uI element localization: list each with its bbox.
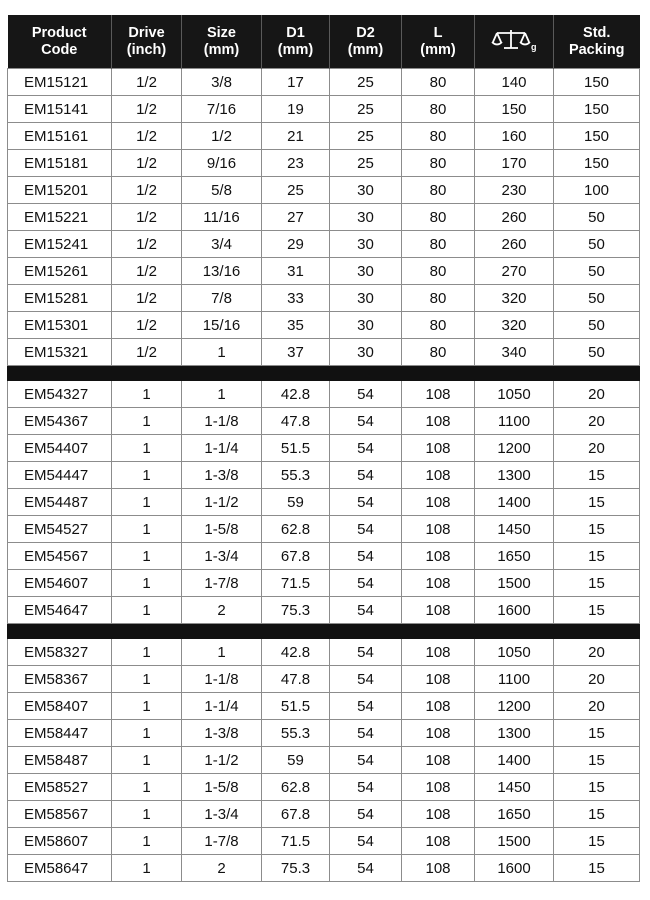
cell-size: 1-3/4 <box>182 801 262 828</box>
column-header-weight <box>475 15 554 69</box>
column-header-d2 <box>330 15 402 69</box>
cell-d2: 30 <box>330 258 402 285</box>
cell-l: 108 <box>402 435 475 462</box>
table-row <box>8 408 640 435</box>
column-header-d2-line: (mm) <box>347 41 384 58</box>
column-header-packing-line: Packing <box>568 41 625 58</box>
table-row <box>8 543 640 570</box>
cell-packing: 15 <box>554 489 640 516</box>
table-row <box>8 516 640 543</box>
cell-d2: 30 <box>330 231 402 258</box>
cell-l: 108 <box>402 570 475 597</box>
cell-d2: 54 <box>330 720 402 747</box>
cell-d2: 54 <box>330 801 402 828</box>
cell-code: EM58367 <box>8 666 112 693</box>
table-row <box>8 774 640 801</box>
table-row <box>8 597 640 624</box>
table-row <box>8 693 640 720</box>
cell-code: EM15181 <box>8 150 112 177</box>
cell-drive: 1 <box>112 516 182 543</box>
table-row <box>8 666 640 693</box>
separator-bar <box>8 366 640 381</box>
cell-drive: 1/2 <box>112 177 182 204</box>
cell-packing: 15 <box>554 597 640 624</box>
cell-d2: 54 <box>330 774 402 801</box>
cell-size: 1 <box>182 381 262 408</box>
cell-l: 108 <box>402 462 475 489</box>
cell-drive: 1 <box>112 489 182 516</box>
cell-d2: 30 <box>330 285 402 312</box>
cell-d2: 54 <box>330 639 402 666</box>
table-row <box>8 231 640 258</box>
cell-code: EM15261 <box>8 258 112 285</box>
column-header-l <box>402 15 475 69</box>
cell-d1: 29 <box>262 231 330 258</box>
table-header <box>8 15 640 69</box>
cell-d1: 42.8 <box>262 639 330 666</box>
table-body <box>8 69 640 882</box>
cell-code: EM15281 <box>8 285 112 312</box>
cell-code: EM54607 <box>8 570 112 597</box>
cell-size: 1 <box>182 339 262 366</box>
column-header-size-line: Size <box>206 24 236 41</box>
cell-d2: 54 <box>330 855 402 882</box>
cell-packing: 15 <box>554 462 640 489</box>
column-header-code-line: Product <box>31 24 87 41</box>
cell-d1: 62.8 <box>262 774 330 801</box>
cell-l: 80 <box>402 339 475 366</box>
cell-code: EM58407 <box>8 693 112 720</box>
cell-d2: 54 <box>330 435 402 462</box>
cell-weight: 320 <box>475 285 554 312</box>
column-header-size-line: (mm) <box>203 41 240 58</box>
cell-code: EM54567 <box>8 543 112 570</box>
cell-packing: 15 <box>554 720 640 747</box>
cell-code: EM58527 <box>8 774 112 801</box>
cell-l: 80 <box>402 312 475 339</box>
cell-d2: 30 <box>330 177 402 204</box>
cell-code: EM58447 <box>8 720 112 747</box>
cell-code: EM15121 <box>8 69 112 96</box>
cell-l: 80 <box>402 69 475 96</box>
cell-drive: 1/2 <box>112 312 182 339</box>
cell-code: EM58647 <box>8 855 112 882</box>
cell-code: EM15201 <box>8 177 112 204</box>
cell-d1: 19 <box>262 96 330 123</box>
column-header-d1-line: (mm) <box>277 41 314 58</box>
cell-d2: 54 <box>330 543 402 570</box>
cell-size: 5/8 <box>182 177 262 204</box>
column-header-drive-line: (inch) <box>126 41 167 58</box>
cell-code: EM58567 <box>8 801 112 828</box>
cell-l: 108 <box>402 666 475 693</box>
cell-d2: 54 <box>330 747 402 774</box>
table-row <box>8 339 640 366</box>
cell-code: EM54447 <box>8 462 112 489</box>
cell-code: EM58607 <box>8 828 112 855</box>
table-row <box>8 150 640 177</box>
cell-drive: 1 <box>112 543 182 570</box>
cell-packing: 20 <box>554 408 640 435</box>
cell-packing: 20 <box>554 435 640 462</box>
cell-code: EM54487 <box>8 489 112 516</box>
cell-l: 108 <box>402 774 475 801</box>
cell-d2: 54 <box>330 408 402 435</box>
cell-code: EM15321 <box>8 339 112 366</box>
cell-packing: 50 <box>554 339 640 366</box>
cell-d1: 17 <box>262 69 330 96</box>
cell-packing: 20 <box>554 666 640 693</box>
cell-code: EM15241 <box>8 231 112 258</box>
cell-size: 1-1/2 <box>182 747 262 774</box>
cell-d2: 54 <box>330 570 402 597</box>
cell-d1: 55.3 <box>262 720 330 747</box>
cell-drive: 1/2 <box>112 69 182 96</box>
cell-d1: 51.5 <box>262 435 330 462</box>
cell-weight: 1050 <box>475 381 554 408</box>
table-row <box>8 96 640 123</box>
cell-code: EM54327 <box>8 381 112 408</box>
cell-d2: 25 <box>330 123 402 150</box>
cell-d2: 30 <box>330 312 402 339</box>
cell-packing: 15 <box>554 747 640 774</box>
column-header-packing <box>554 15 640 69</box>
cell-drive: 1 <box>112 639 182 666</box>
scale-icon <box>491 26 537 57</box>
table-row <box>8 381 640 408</box>
table-row <box>8 639 640 666</box>
table-row <box>8 312 640 339</box>
cell-weight: 1600 <box>475 597 554 624</box>
cell-drive: 1 <box>112 570 182 597</box>
column-header-packing-line: Std. <box>583 24 611 41</box>
cell-weight: 260 <box>475 204 554 231</box>
cell-drive: 1/2 <box>112 258 182 285</box>
cell-l: 108 <box>402 693 475 720</box>
cell-drive: 1 <box>112 435 182 462</box>
cell-weight: 1650 <box>475 543 554 570</box>
cell-d1: 25 <box>262 177 330 204</box>
table-row <box>8 204 640 231</box>
cell-l: 80 <box>402 258 475 285</box>
column-header-size <box>182 15 262 69</box>
cell-d1: 67.8 <box>262 801 330 828</box>
cell-d1: 75.3 <box>262 855 330 882</box>
cell-size: 1-1/2 <box>182 489 262 516</box>
cell-l: 108 <box>402 408 475 435</box>
cell-d1: 55.3 <box>262 462 330 489</box>
table-row <box>8 801 640 828</box>
cell-size: 1-7/8 <box>182 828 262 855</box>
cell-weight: 150 <box>475 96 554 123</box>
cell-code: EM58327 <box>8 639 112 666</box>
cell-weight: 140 <box>475 69 554 96</box>
cell-packing: 150 <box>554 123 640 150</box>
cell-l: 80 <box>402 285 475 312</box>
cell-drive: 1 <box>112 855 182 882</box>
cell-d1: 47.8 <box>262 666 330 693</box>
column-header-d2-line: D2 <box>356 24 375 41</box>
cell-packing: 15 <box>554 543 640 570</box>
cell-size: 1/2 <box>182 123 262 150</box>
cell-d2: 54 <box>330 489 402 516</box>
group-separator <box>8 366 640 381</box>
cell-l: 80 <box>402 177 475 204</box>
cell-d1: 51.5 <box>262 693 330 720</box>
cell-drive: 1 <box>112 666 182 693</box>
cell-drive: 1/2 <box>112 231 182 258</box>
column-header-code <box>8 15 112 69</box>
cell-drive: 1 <box>112 408 182 435</box>
cell-packing: 150 <box>554 69 640 96</box>
cell-d1: 71.5 <box>262 828 330 855</box>
cell-d1: 71.5 <box>262 570 330 597</box>
cell-drive: 1 <box>112 801 182 828</box>
table-row <box>8 828 640 855</box>
cell-weight: 1400 <box>475 489 554 516</box>
column-header-drive <box>112 15 182 69</box>
cell-d2: 30 <box>330 339 402 366</box>
cell-weight: 230 <box>475 177 554 204</box>
cell-l: 108 <box>402 720 475 747</box>
cell-drive: 1/2 <box>112 339 182 366</box>
column-header-l-line: (mm) <box>420 41 456 58</box>
cell-l: 108 <box>402 516 475 543</box>
cell-size: 2 <box>182 597 262 624</box>
cell-size: 1-1/8 <box>182 666 262 693</box>
cell-packing: 50 <box>554 204 640 231</box>
cell-weight: 1450 <box>475 516 554 543</box>
cell-d1: 42.8 <box>262 381 330 408</box>
cell-d2: 25 <box>330 150 402 177</box>
cell-weight: 1500 <box>475 828 554 855</box>
cell-l: 108 <box>402 828 475 855</box>
table-row <box>8 570 640 597</box>
cell-packing: 15 <box>554 570 640 597</box>
cell-packing: 20 <box>554 639 640 666</box>
table-row <box>8 747 640 774</box>
cell-d1: 75.3 <box>262 597 330 624</box>
cell-l: 80 <box>402 231 475 258</box>
cell-weight: 1200 <box>475 693 554 720</box>
cell-size: 1-1/4 <box>182 693 262 720</box>
cell-size: 13/16 <box>182 258 262 285</box>
cell-d1: 27 <box>262 204 330 231</box>
group-separator <box>8 624 640 639</box>
cell-code: EM15161 <box>8 123 112 150</box>
cell-size: 9/16 <box>182 150 262 177</box>
cell-d1: 31 <box>262 258 330 285</box>
cell-l: 80 <box>402 96 475 123</box>
cell-drive: 1 <box>112 462 182 489</box>
table-row <box>8 258 640 285</box>
separator-bar <box>8 624 640 639</box>
cell-d2: 54 <box>330 516 402 543</box>
table-row <box>8 69 640 96</box>
cell-d1: 35 <box>262 312 330 339</box>
cell-drive: 1/2 <box>112 123 182 150</box>
cell-d2: 54 <box>330 666 402 693</box>
cell-drive: 1/2 <box>112 285 182 312</box>
table-row <box>8 462 640 489</box>
cell-size: 3/4 <box>182 231 262 258</box>
cell-l: 108 <box>402 489 475 516</box>
cell-packing: 15 <box>554 855 640 882</box>
cell-size: 1-5/8 <box>182 516 262 543</box>
cell-weight: 340 <box>475 339 554 366</box>
column-header-d1-line: D1 <box>286 24 305 41</box>
cell-d1: 33 <box>262 285 330 312</box>
cell-code: EM54407 <box>8 435 112 462</box>
cell-drive: 1 <box>112 693 182 720</box>
cell-l: 108 <box>402 855 475 882</box>
cell-drive: 1 <box>112 381 182 408</box>
header-row <box>8 15 640 69</box>
cell-packing: 20 <box>554 381 640 408</box>
cell-size: 15/16 <box>182 312 262 339</box>
cell-d1: 67.8 <box>262 543 330 570</box>
cell-size: 7/16 <box>182 96 262 123</box>
cell-packing: 50 <box>554 258 640 285</box>
cell-weight: 1400 <box>475 747 554 774</box>
cell-l: 80 <box>402 150 475 177</box>
cell-weight: 160 <box>475 123 554 150</box>
cell-d1: 47.8 <box>262 408 330 435</box>
cell-l: 108 <box>402 747 475 774</box>
table-row <box>8 123 640 150</box>
cell-drive: 1 <box>112 828 182 855</box>
cell-d1: 21 <box>262 123 330 150</box>
cell-packing: 15 <box>554 774 640 801</box>
cell-d1: 23 <box>262 150 330 177</box>
cell-code: EM54367 <box>8 408 112 435</box>
cell-size: 1-3/8 <box>182 720 262 747</box>
cell-packing: 15 <box>554 828 640 855</box>
cell-size: 1-5/8 <box>182 774 262 801</box>
cell-weight: 1450 <box>475 774 554 801</box>
cell-d2: 54 <box>330 381 402 408</box>
column-header-l-line: L <box>433 24 443 41</box>
cell-d1: 59 <box>262 489 330 516</box>
cell-size: 1-3/4 <box>182 543 262 570</box>
cell-l: 80 <box>402 123 475 150</box>
cell-size: 1-1/8 <box>182 408 262 435</box>
cell-weight: 320 <box>475 312 554 339</box>
cell-weight: 1600 <box>475 855 554 882</box>
cell-drive: 1 <box>112 774 182 801</box>
cell-drive: 1 <box>112 597 182 624</box>
column-header-d1 <box>262 15 330 69</box>
cell-size: 1-1/4 <box>182 435 262 462</box>
table-row <box>8 489 640 516</box>
cell-size: 7/8 <box>182 285 262 312</box>
cell-code: EM54647 <box>8 597 112 624</box>
cell-l: 108 <box>402 801 475 828</box>
cell-code: EM15141 <box>8 96 112 123</box>
cell-packing: 100 <box>554 177 640 204</box>
table-row <box>8 435 640 462</box>
table-row <box>8 285 640 312</box>
cell-packing: 15 <box>554 801 640 828</box>
cell-size: 1-3/8 <box>182 462 262 489</box>
cell-packing: 50 <box>554 231 640 258</box>
cell-code: EM15221 <box>8 204 112 231</box>
column-header-drive-line: Drive <box>128 24 165 41</box>
cell-packing: 50 <box>554 312 640 339</box>
table-row <box>8 855 640 882</box>
cell-weight: 1300 <box>475 462 554 489</box>
cell-packing: 150 <box>554 96 640 123</box>
cell-d1: 62.8 <box>262 516 330 543</box>
cell-d2: 30 <box>330 204 402 231</box>
cell-code: EM15301 <box>8 312 112 339</box>
cell-drive: 1/2 <box>112 96 182 123</box>
cell-l: 108 <box>402 639 475 666</box>
cell-packing: 20 <box>554 693 640 720</box>
cell-d2: 54 <box>330 693 402 720</box>
cell-d2: 54 <box>330 462 402 489</box>
weight-unit-label: g <box>531 42 537 52</box>
table-row <box>8 177 640 204</box>
cell-l: 80 <box>402 204 475 231</box>
cell-d1: 37 <box>262 339 330 366</box>
cell-l: 108 <box>402 381 475 408</box>
cell-code: EM58487 <box>8 747 112 774</box>
cell-d2: 54 <box>330 828 402 855</box>
cell-weight: 1300 <box>475 720 554 747</box>
table-row <box>8 720 640 747</box>
cell-weight: 1500 <box>475 570 554 597</box>
column-header-code-line: Code <box>41 41 78 58</box>
cell-drive: 1 <box>112 747 182 774</box>
cell-packing: 15 <box>554 516 640 543</box>
cell-weight: 1100 <box>475 408 554 435</box>
cell-drive: 1/2 <box>112 150 182 177</box>
cell-d1: 59 <box>262 747 330 774</box>
cell-l: 108 <box>402 597 475 624</box>
cell-weight: 270 <box>475 258 554 285</box>
cell-l: 108 <box>402 543 475 570</box>
spec-sheet <box>7 15 639 882</box>
cell-size: 2 <box>182 855 262 882</box>
cell-code: EM54527 <box>8 516 112 543</box>
cell-packing: 150 <box>554 150 640 177</box>
cell-weight: 1200 <box>475 435 554 462</box>
cell-packing: 50 <box>554 285 640 312</box>
cell-weight: 1100 <box>475 666 554 693</box>
cell-weight: 1050 <box>475 639 554 666</box>
cell-d2: 25 <box>330 96 402 123</box>
cell-weight: 170 <box>475 150 554 177</box>
cell-weight: 260 <box>475 231 554 258</box>
cell-d2: 54 <box>330 597 402 624</box>
cell-weight: 1650 <box>475 801 554 828</box>
cell-drive: 1 <box>112 720 182 747</box>
cell-size: 1-7/8 <box>182 570 262 597</box>
cell-d2: 25 <box>330 69 402 96</box>
socket-spec-table <box>7 15 640 882</box>
cell-size: 3/8 <box>182 69 262 96</box>
cell-size: 1 <box>182 639 262 666</box>
cell-drive: 1/2 <box>112 204 182 231</box>
cell-size: 11/16 <box>182 204 262 231</box>
